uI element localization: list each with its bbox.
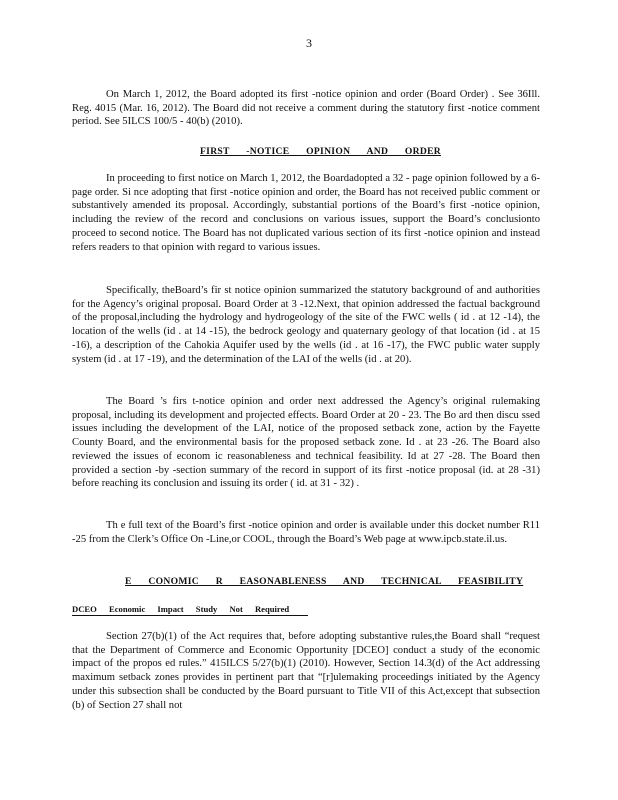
paragraph-text: In proceeding to first notice on March 1, 2012, the Boardadopted a 32 - page opinion followed by a 6-page order. Si nce adopting that first -notice opinion and order, the Board has not received public comment or substantively amended its proposal. Accordingly, substantial portions of the Board’s first -notice opinion, including the review of the record and conclusions on various issues, support the Board’s conclusionto proceed to second notice. The Board has not duplicated various section of its first -notice opinion and instead refers readers to that opinion with regard to various issues. (72, 173, 540, 253)
page-number: 3 (306, 36, 312, 50)
paragraph-text: Section 27(b)(1) of the Act requires that, before adopting substantive rules,the Board shall “request that the Department of Commerce and Economic Opportunity [DCEO] conduct a study of the economic impact of the propos ed rules.” 415ILCS 5/27(b)(1) (2010). However, Section 14.3(d) of the Act addressing maximum setback zones provides in pertinent part that “[r]ulemaking proceedings initiated by the Agency under this subsection shall be conducted by the Board pursuant to Title VII of this Act,except that subsection (b) of Section 27 shall not (72, 631, 540, 711)
paragraph-text: The Board ’s firs t-notice opinion and order next addressed the Agency’s original rulemaking proposal, including its development and projected effects. Board Order at 20 - 23. The Bo ard then discu ssed issues including the development of the LAI, notice of the proposed setback zone, action by the Fayette County Board, and the environmental basis for the proposed setback zone. Id . at 23 -26. The Board also reviewed the issues of econom ic reasonableness and technical feasibility. Id at 27 -28. The Board then provided a section -by -section summary of the record in support of its first -notice proposal (id. at 28 -31) before reaching its conclusion and issuing its order ( id. at 31 - 32) . (72, 396, 540, 490)
paragraph-text: On March 1, 2012, the Board adopted its first -notice opinion and order (Board Order) . See 36Ill. Reg. 4015 (Mar. 16, 2012). The Board did not receive a comment during the statutory first -notice comment period. See 5ILCS 100/5 - 40(b) (2010). (72, 89, 540, 128)
paragraph-next-addressed (72, 395, 540, 491)
section-heading-economic: E CONOMIC R EASONABLENESS AND TECHNICAL FEASIBILITY (125, 576, 524, 587)
paragraph-text: Specifically, theBoard’s fir st notice opinion summarized the statutory background of and authorities for the Agency’s original proposal. Board Order at 3 -12.Next, that opinion addressed the factual background of the proposal,including the hydrology and hydrogeology of the site of the FWC wells ( id . at 12 -14), the location of the wells (id . at 14 -15), the bedrock geology and quaternary geology of that location (id . at 15 -16), a description of the Cahokia Aquifer used by the wells (id . at 16 -17), the FWC public water supply system (id . at 17 -19), and the determination of the LAI of the wells (id . at 20). (72, 285, 540, 365)
subheading-rule (72, 615, 308, 616)
paragraph-board-order (72, 88, 540, 129)
subheading-dceo: DCEO Economic Impact Study Not Required (72, 604, 290, 614)
paragraph-section-27 (72, 630, 540, 712)
paragraph-specifically (72, 284, 540, 366)
paragraph-text: Th e full text of the Board’s first -notice opinion and order is available under this docket number R11 -25 from the Clerk’s Office On -Line,or COOL, through the Board’s Web page at www.ipcb.state.il.us. (72, 520, 540, 545)
paragraph-full-text (72, 519, 540, 546)
section-heading-first-notice: FIRST -NOTICE OPINION AND ORDER (200, 146, 442, 157)
paragraph-proceeding (72, 172, 540, 254)
